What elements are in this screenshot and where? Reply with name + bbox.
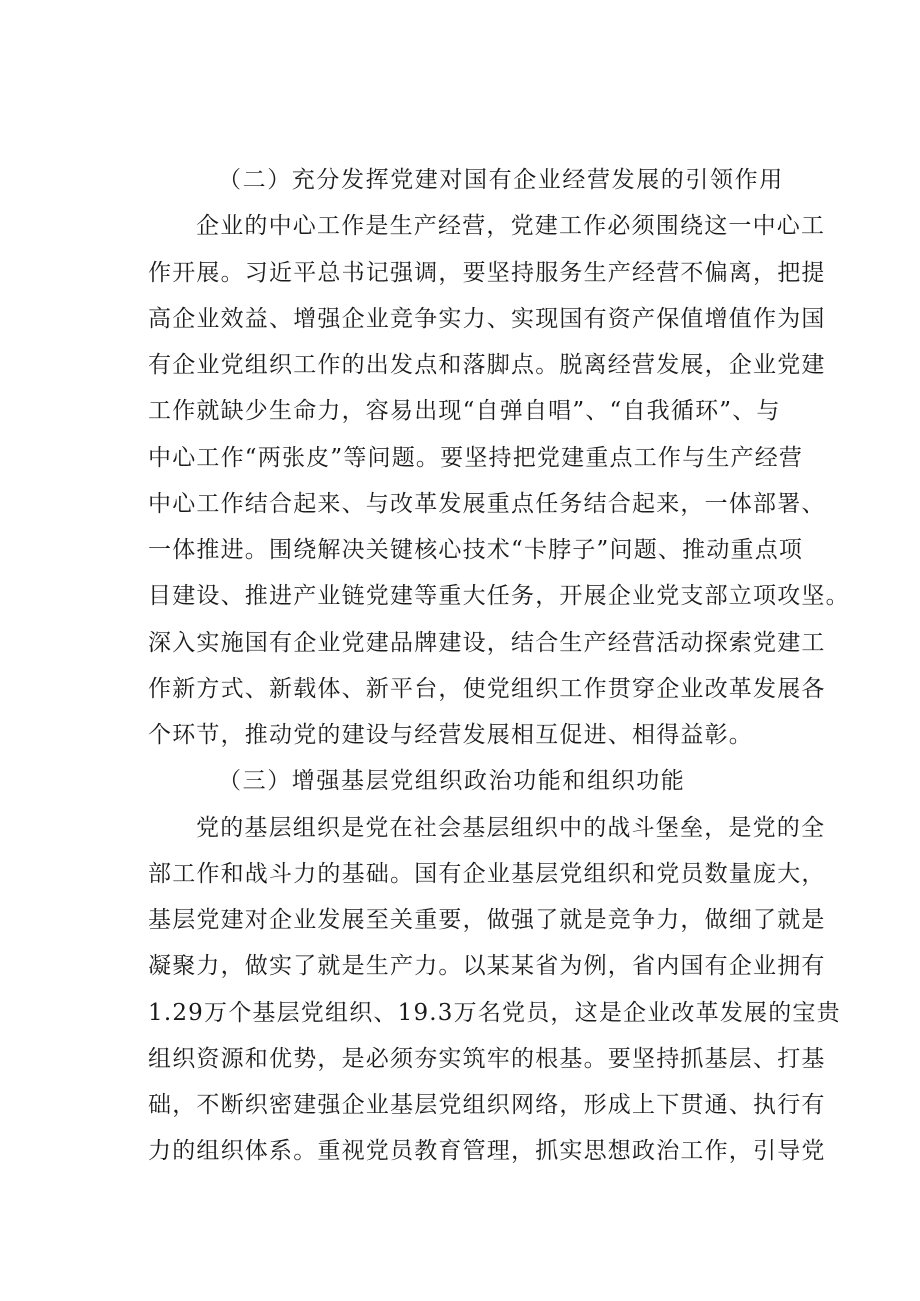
paragraph-line: 作新方式、新载体、新平台，使党组织工作贯穿企业改革发展各: [148, 676, 826, 702]
paragraph-line: 工作就缺少生命力，容易出现“自弹自唱”、“自我循环”、与: [148, 398, 781, 424]
paragraph-line: 作开展。习近平总书记强调，要坚持服务生产经营不偏离，把提: [148, 260, 826, 286]
section-heading-3: （三）增强基层党组织政治功能和组织功能: [218, 768, 686, 794]
paragraph-line: 1.29万个基层党组织、19.3万名党员，这是企业改革发展的宝贵: [148, 1000, 841, 1026]
paragraph-line: 组织资源和优势，是必须夯实筑牢的根基。要坚持抓基层、打基: [148, 1046, 826, 1072]
paragraph-line: 深入实施国有企业党建品牌建设，结合生产经营活动探索党建工: [148, 630, 826, 656]
paragraph-line: 企业的中心工作是生产经营，党建工作必须围绕这一中心工: [196, 213, 826, 239]
paragraph-line: 力的组织体系。重视党员教育管理，抓实思想政治工作，引导党: [148, 1138, 826, 1164]
paragraph-line: 基层党建对企业发展至关重要，做强了就是竞争力，做细了就是: [148, 907, 826, 933]
paragraph-line: 个环节，推动党的建设与经营发展相互促进、相得益彰。: [148, 722, 753, 748]
paragraph-line: 中心工作结合起来、与改革发展重点任务结合起来，一体部署、: [148, 491, 826, 517]
paragraph-line: 目建设、推进产业链党建等重大任务，开展企业党支部立项攻坚。: [148, 583, 850, 609]
paragraph-line: 凝聚力，做实了就是生产力。以某某省为例，省内国有企业拥有: [148, 953, 826, 979]
section-heading-2: （二）充分发挥党建对国有企业经营发展的引领作用: [218, 167, 784, 193]
paragraph-line: 础，不断织密建强企业基层党组织网络，形成上下贯通、执行有: [148, 1092, 826, 1118]
paragraph-line: 党的基层组织是党在社会基层组织中的战斗堡垒，是党的全: [196, 815, 826, 841]
paragraph-line: 中心工作“两张皮”等问题。要坚持把党建重点工作与生产经营: [148, 445, 804, 471]
paragraph-line: 部工作和战斗力的基础。国有企业基层党组织和党员数量庞大，: [148, 861, 826, 887]
paragraph-line: 一体推进。围绕解决关键核心技术“卡脖子”问题、推动重点项: [148, 537, 804, 563]
paragraph-line: 高企业效益、增强企业竞争实力、实现国有资产保值增值作为国: [148, 306, 826, 332]
paragraph-line: 有企业党组织工作的出发点和落脚点。脱离经营发展，企业党建: [148, 352, 826, 378]
